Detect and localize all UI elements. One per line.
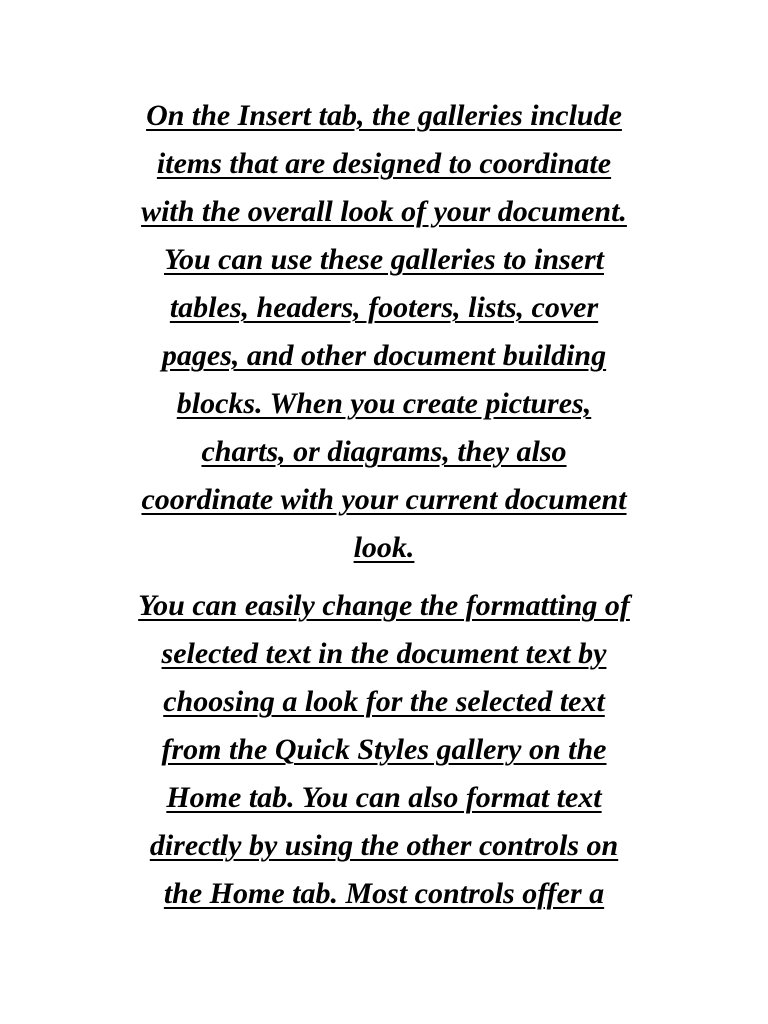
- paragraph-line: Home tab. You can also format text: [166, 781, 602, 814]
- paragraph-2: [60, 582, 708, 918]
- paragraph-line: the Home tab. Most controls offer a: [163, 877, 605, 910]
- paragraph-line: choosing a look for the selected text: [163, 685, 605, 718]
- paragraph-line: charts, or diagrams, they also: [201, 435, 567, 468]
- paragraph-line: with the overall look of your document.: [141, 195, 627, 228]
- paragraph-line: coordinate with your current document: [141, 483, 627, 516]
- paragraph-line: tables, headers, footers, lists, cover: [169, 291, 599, 324]
- paragraph-line: look.: [353, 531, 415, 564]
- paragraph-line: blocks. When you create pictures,: [176, 387, 592, 420]
- paragraph-line: pages, and other document building: [161, 339, 607, 372]
- paragraph-1: [60, 92, 708, 572]
- paragraph-line: You can use these galleries to insert: [163, 243, 605, 276]
- paragraph-line: from the Quick Styles gallery on the: [161, 733, 607, 766]
- paragraph-line: items that are designed to coordinate: [156, 147, 612, 180]
- paragraph-line: selected text in the document text by: [161, 637, 607, 670]
- paragraph-line: directly by using the other controls on: [149, 829, 619, 862]
- paragraph-line: You can easily change the formatting of: [138, 589, 630, 622]
- paragraph-line: On the Insert tab, the galleries include: [146, 99, 622, 132]
